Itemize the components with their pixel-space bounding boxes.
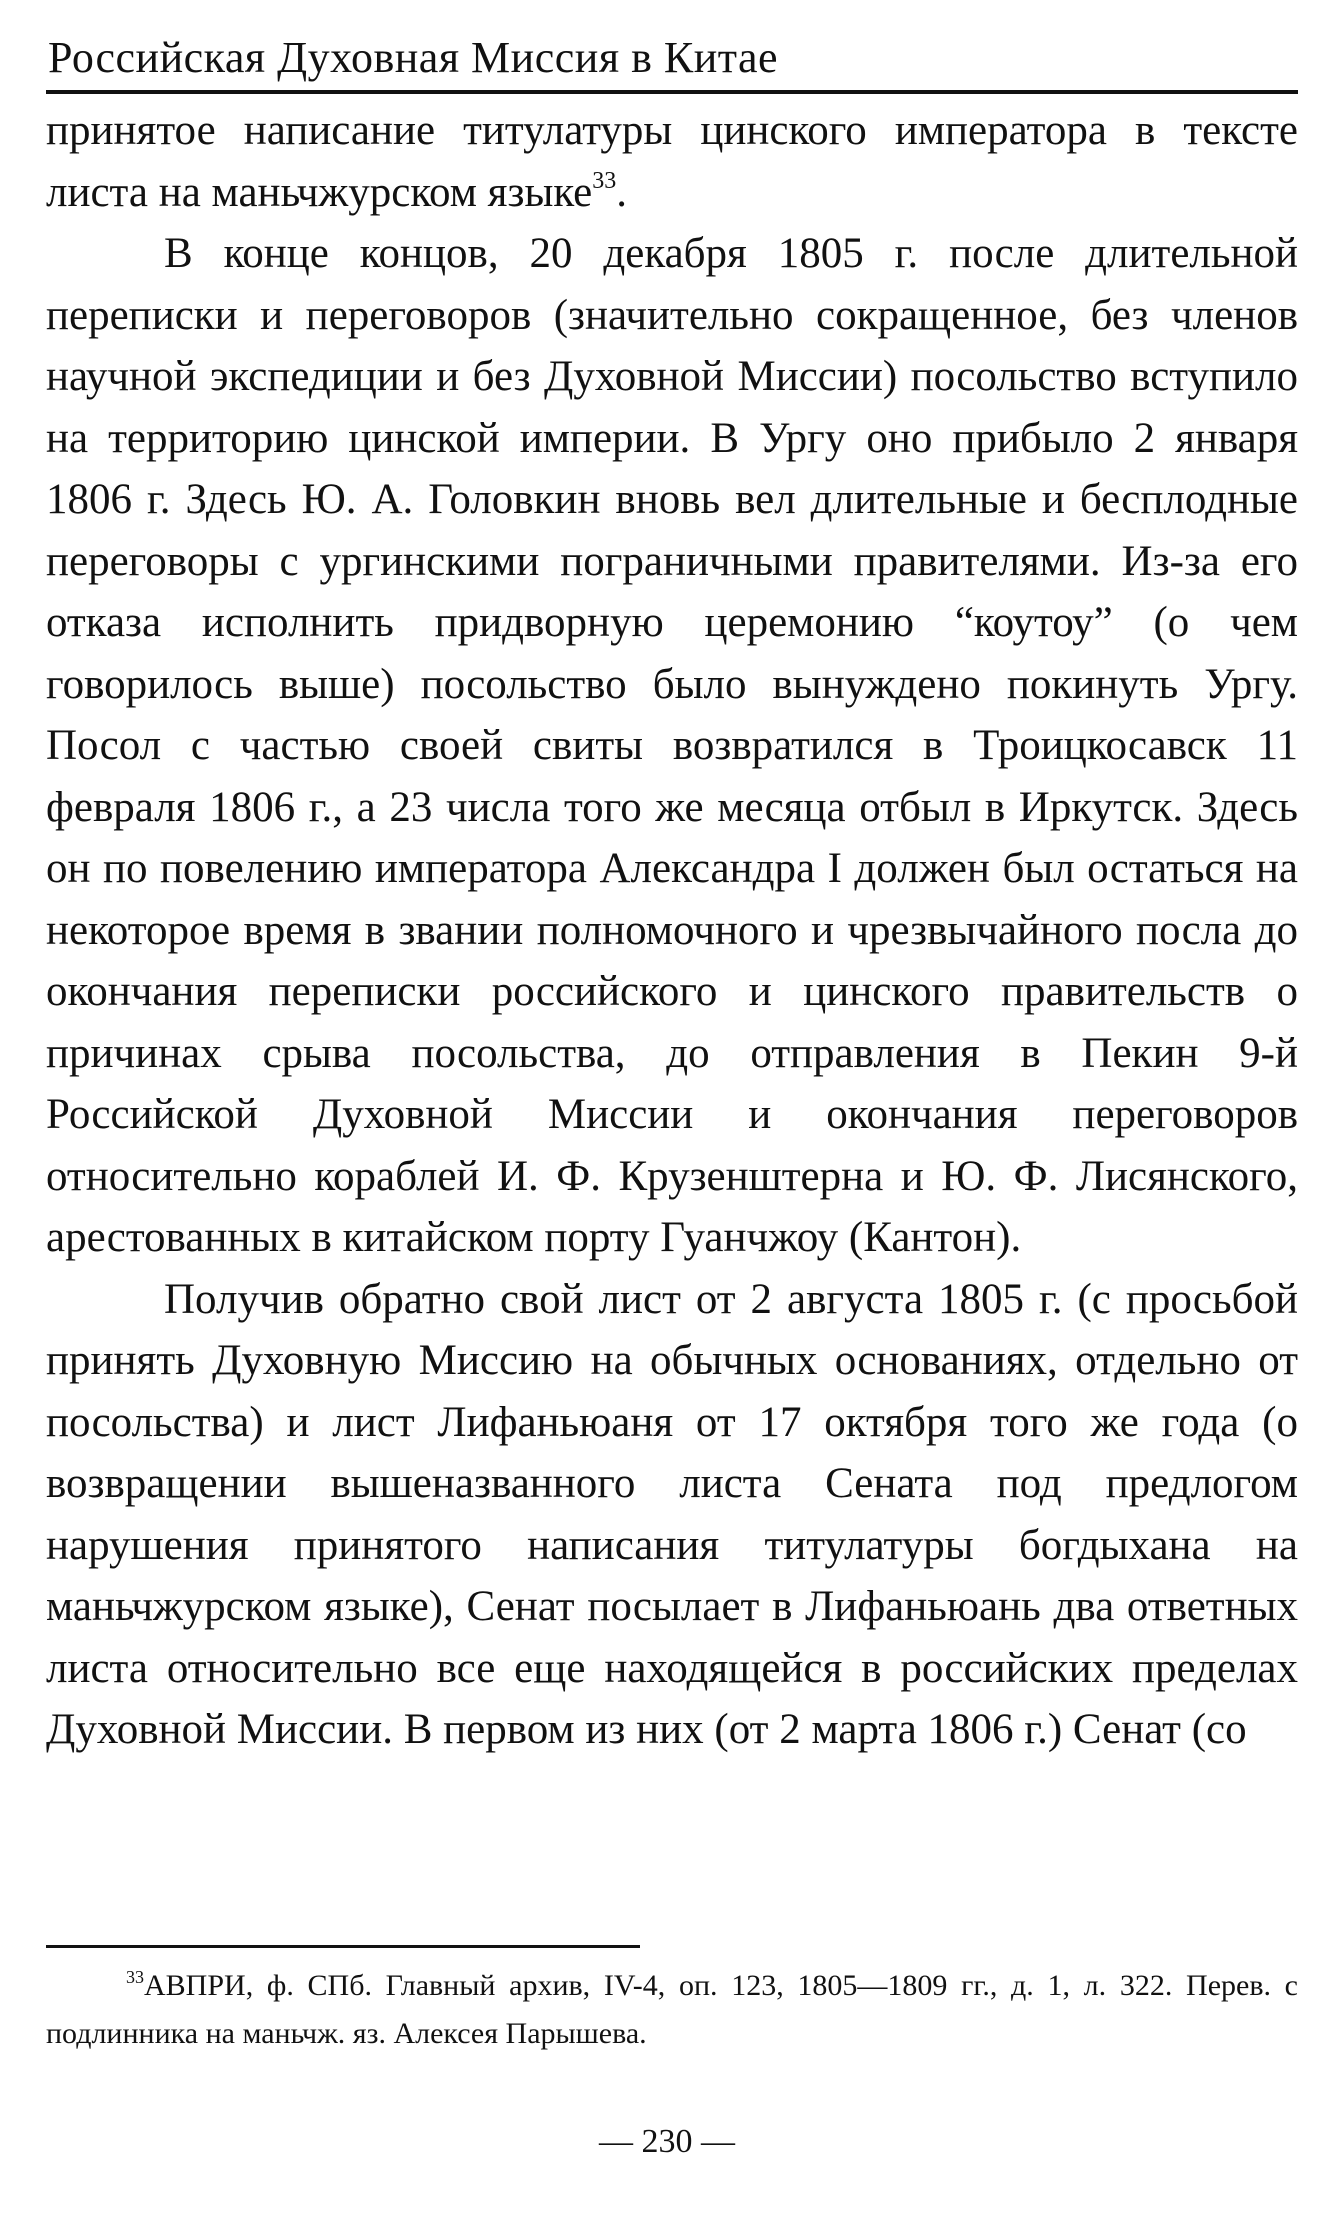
paragraph-1-text: принятое написание титулатуры цинского императора в тексте листа на маньчжурском языке: [46, 107, 1298, 216]
paragraph-1-end: .: [616, 168, 627, 216]
footnote-text: АВПРИ, ф. СПб. Главный архив, IV-4, оп. 123, 1805—1809 гг., д. 1, л. 322. Перев. с подлинника на маньчж. яз. Алексея Парышева.: [46, 1969, 1298, 2050]
footnote-marker: 33: [126, 1967, 144, 1987]
page-number: — 230 —: [599, 2123, 735, 2160]
running-head: Российская Духовная Миссия в Китае: [48, 33, 779, 82]
footnote: [46, 1962, 1298, 2058]
footnote-rule: [46, 1945, 640, 1948]
paragraph-1: [46, 100, 1298, 223]
paragraph-3: Получив обратно свой лист от 2 августа 1805 г. (с просьбой принять Духовную Миссию на обычных основаниях, отдельно от посольства) и лист Лифаньюаня от 17 октября того же года (о возвращении вышеназванного листа Сената под предлогом нарушения принятого написания титулатуры богдыхана на маньчжурском языке), Сенат посылает в Лифаньюань два ответных листа относительно все еще находящейся в российских пределах Духовной Миссии. В первом из них (от 2 марта 1806 г.) Сенат (со: [46, 1275, 1298, 1753]
body-text: [46, 100, 1298, 1761]
header-rule: [46, 90, 1298, 94]
paragraph-2: В конце концов, 20 декабря 1805 г. после длительной переписки и переговоров (значительно сокращенное, без членов научной экспедиции и без Духовной Миссии) посольство вступило на территорию цинской империи. В Ургу оно прибыло 2 января 1806 г. Здесь Ю. А. Головкин вновь вел длительные и бесплодные переговоры с ургинскими пограничными правителями. Из-за его отказа исполнить придворную церемонию “коутоу” (о чем говорилось выше) посольство было вынуждено покинуть Ургу. Посол с частью своей свиты возвратился в Троицкосавск 11 февраля 1806 г., а 23 числа того же месяца отбыл в Иркутск. Здесь он по повелению императора Александра I должен был остаться на некоторое время в звании полномочного и чрезвычайного посла до окончания переписки российского и цинского правительств о причинах срыва посольства, до отправления в Пекин 9-й Российской Духовной Миссии и окончания переговоров относительно кораблей И. Ф. Крузенштерна и Ю. Ф. Лисянского, арестованных в китайском порту Гуанчжоу (Кантон).: [46, 230, 1298, 1261]
footnote-reference: 33: [592, 167, 617, 194]
